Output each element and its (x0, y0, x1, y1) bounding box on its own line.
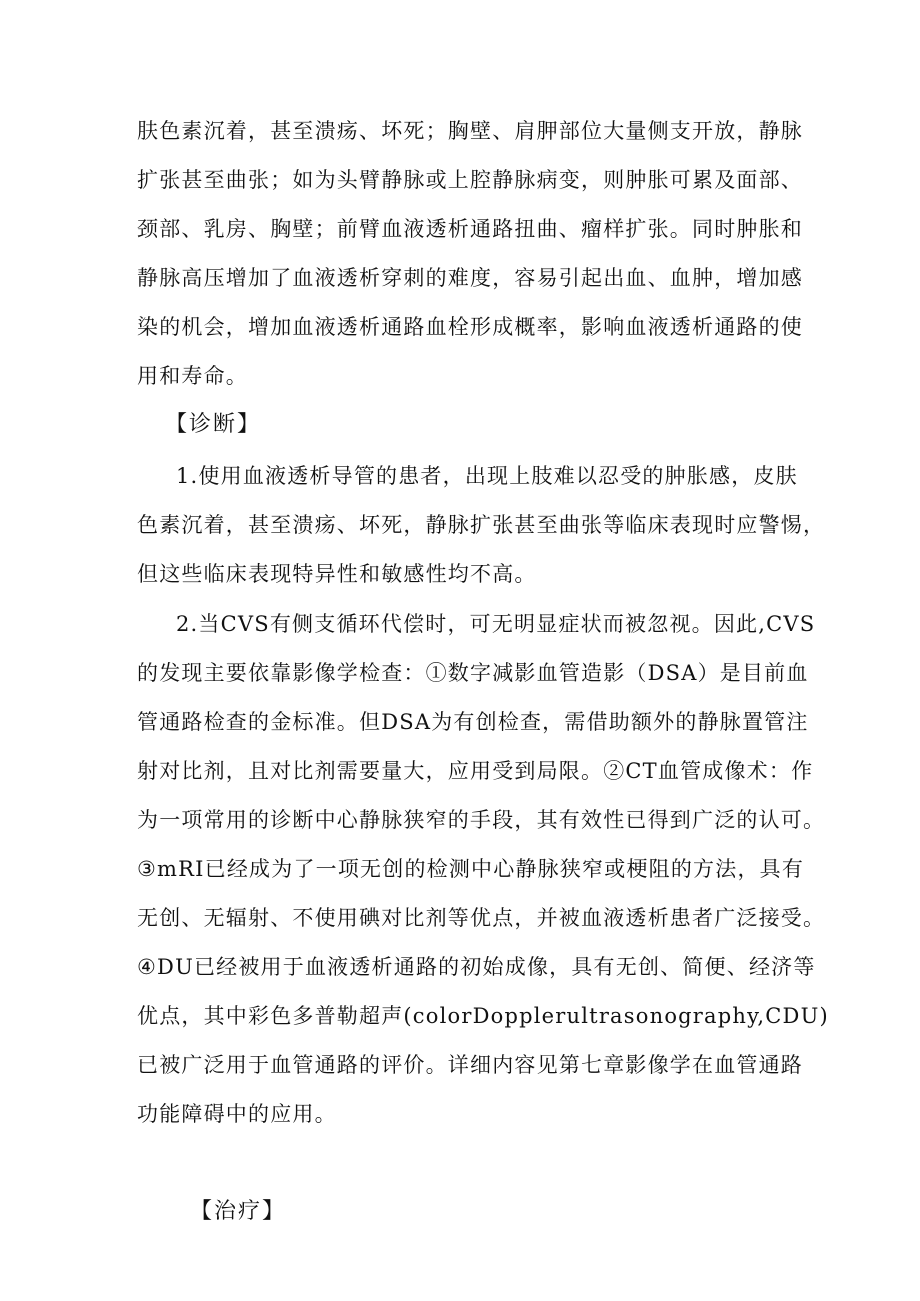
diagnosis-item-2-line: 2.当CVS有侧支循环代偿时，可无明显症状而被忽视。因此,CVS (176, 612, 816, 636)
diagnosis-item-1-line: 但这些临床表现特异性和敏感性均不高。 (137, 562, 537, 586)
paragraph-line: 颈部、乳房、胸壁；前臂血液透析通路扭曲、瘤样扩张。同时肿胀和 (137, 217, 803, 241)
diagnosis-item-2-line: 已被广泛用于血管通路的评价。详细内容见第七章影像学在血管通路 (137, 1053, 803, 1077)
paragraph-line: 肤色素沉着，甚至溃疡、坏死；胸壁、肩胛部位大量侧支开放，静脉 (137, 119, 803, 143)
paragraph-line: 用和寿命。 (137, 364, 248, 388)
diagnosis-item-2-line: 射对比剂，且对比剂需要量大，应用受到局限。②CT血管成像术：作 (137, 759, 814, 783)
diagnosis-item-1-line: 色素沉着，甚至溃疡、坏死，静脉扩张甚至曲张等临床表现时应警惕， (137, 513, 826, 537)
diagnosis-item-2-line: ③mRI已经成为了一项无创的检测中心静脉狭窄或梗阻的方法，具有 (137, 857, 805, 881)
paragraph-line: 染的机会，增加血液透析通路血栓形成概率，影响血液透析通路的使 (137, 315, 803, 339)
section-heading-diagnosis: 【诊断】 (165, 412, 262, 437)
diagnosis-item-2-line: 为一项常用的诊断中心静脉狭窄的手段，其有效性已得到广泛的认可。 (137, 808, 826, 832)
diagnosis-item-1-line: 1.使用血液透析导管的患者，出现上肢难以忍受的肿胀感，皮肤 (176, 464, 798, 488)
section-heading-treatment: 【治疗】 (190, 1199, 287, 1224)
paragraph-line: 扩张甚至曲张；如为头臂静脉或上腔静脉病变，则肿胀可累及面部、 (137, 168, 803, 192)
diagnosis-item-2-line: 的发现主要依靠影像学检查：①数字减影血管造影（DSA）是目前血 (137, 661, 809, 685)
diagnosis-item-2-line: 管通路检查的金标准。但DSA为有创检查，需借助额外的静脉置管注 (137, 710, 809, 734)
diagnosis-item-2-line: 无创、无辐射、不使用碘对比剂等优点，并被血液透析患者广泛接受。 (137, 906, 826, 930)
diagnosis-item-2-line: 功能障碍中的应用。 (137, 1102, 337, 1126)
paragraph-line: 静脉高压增加了血液透析穿刺的难度，容易引起出血、血肿，增加感 (137, 266, 803, 290)
diagnosis-item-2-line: ④DU已经被用于血液透析通路的初始成像，具有无创、简便、经济等 (137, 955, 816, 979)
diagnosis-item-2-line: 优点，其中彩色多普勒超声(colorDopplerultrasonography,CDU) (137, 1004, 829, 1028)
